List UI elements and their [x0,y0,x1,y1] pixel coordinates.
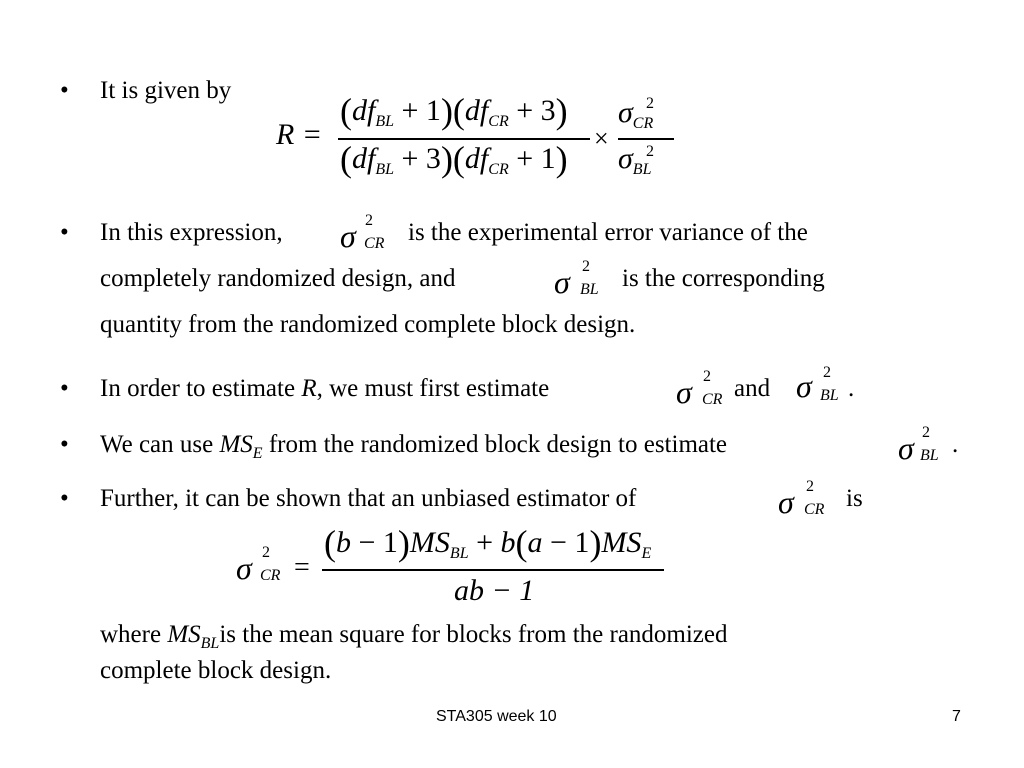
where-ms-sub: BL [200,635,220,652]
sigma-cr-2-sub: CR [702,391,723,408]
sigma-cr-icon: σ [340,218,356,254]
formula-r-sigma-num: $\sigma_{CR}$ [618,96,654,132]
sigma-bl-2-sub: BL [820,387,839,404]
bullet-5-marker: • [60,485,69,512]
sigma-cr-sub: CR [364,235,385,252]
formula-r-lhs: R = [276,118,323,151]
bullet-4-text-before: We can use [100,431,214,458]
sigma-bl-icon-2: σ [796,368,812,404]
bullet-4-text-middle: from the randomized block design to estimate [268,431,728,458]
formula-sigma-numerator: $(b - 1)MS_{BL} + b(a - 1)MS_E$ [324,523,652,563]
bullet-2-marker: • [60,219,69,246]
formula-r-sigma-bar [618,138,674,140]
sigma-cr-icon-2: σ [676,374,692,410]
bullet-3-marker: • [60,375,69,402]
sigma-cr-3-sup: 2 [806,478,814,495]
bullet-3-text [100,374,549,404]
formula-r-times: × [594,124,609,153]
bullet-2-line3: quantity from the randomized complete block design. [100,311,636,338]
sigma-bl-icon: σ [554,264,570,300]
sigma-cr-icon-3: σ [778,484,794,520]
formula-r-sigma-den: $\sigma_{BL}$ [618,142,652,178]
footer-course: STA305 week 10 [436,708,557,725]
where-line2: complete block design. [100,657,332,684]
formula-r-sigma-den-sup: 2 [646,143,654,160]
bullet-4-ms-sub: E [252,445,263,462]
page-number: 7 [952,708,961,725]
sigma-bl-3-sub: BL [920,447,939,464]
bullet-3-var-r: R [301,375,317,402]
formula-r-numerator: $(df_{BL} + 1)(df_{CR} + 3)$ [340,91,568,131]
bullet-3-period: . [848,375,855,402]
bullet-3-text-before: In order to estimate [100,375,296,402]
formula-sigma-lhs-icon: σ [236,550,252,586]
where-rest: is the mean square for blocks from the randomized [219,621,728,648]
sigma-cr-sup: 2 [365,212,373,229]
where-word: where [100,621,162,648]
bullet-2-line2-before: completely randomized design, and [100,265,456,292]
bullet-4-ms: MS [219,431,253,458]
sigma-cr-2-sup: 2 [703,368,711,385]
bullet-5-text-after: is [846,485,863,512]
bullet-2-text-before: In this expression, [100,219,283,246]
sigma-bl-2-sup: 2 [823,364,831,381]
sigma-bl-icon-3: σ [898,430,914,466]
bullet-2-line2-after: is the corresponding [622,265,825,292]
formula-sigma-lhs-sub: CR [260,567,281,584]
formula-r-denominator: $(df_{BL} + 3)(df_{CR} + 1)$ [340,139,568,179]
formula-sigma-eq: = [294,552,310,583]
where-ms: MS [167,621,201,648]
formula-sigma-lhs-sup: 2 [262,544,270,561]
sigma-bl-3-sup: 2 [922,424,930,441]
bullet-2-text-after: is the experimental error variance of the [408,219,808,246]
bullet-3-and: and [734,375,771,402]
bullet-1-text: It is given by [100,77,232,104]
formula-sigma-fraction-bar [322,569,664,571]
bullet-3-text-middle: , we must first estimate [316,375,550,402]
where-line1 [100,620,728,659]
formula-sigma-denominator: ab − 1 [454,574,535,607]
bullet-4-marker: • [60,431,69,458]
formula-r-sigma-num-sup: 2 [646,95,654,112]
bullet-5-text-before: Further, it can be shown that an unbiased estimator of [100,485,637,512]
sigma-bl-sub: BL [580,281,599,298]
sigma-cr-3-sub: CR [804,501,825,518]
bullet-4-text [100,430,727,469]
sigma-bl-sup: 2 [582,258,590,275]
bullet-4-period: . [952,431,959,458]
bullet-1-marker: • [60,77,69,104]
